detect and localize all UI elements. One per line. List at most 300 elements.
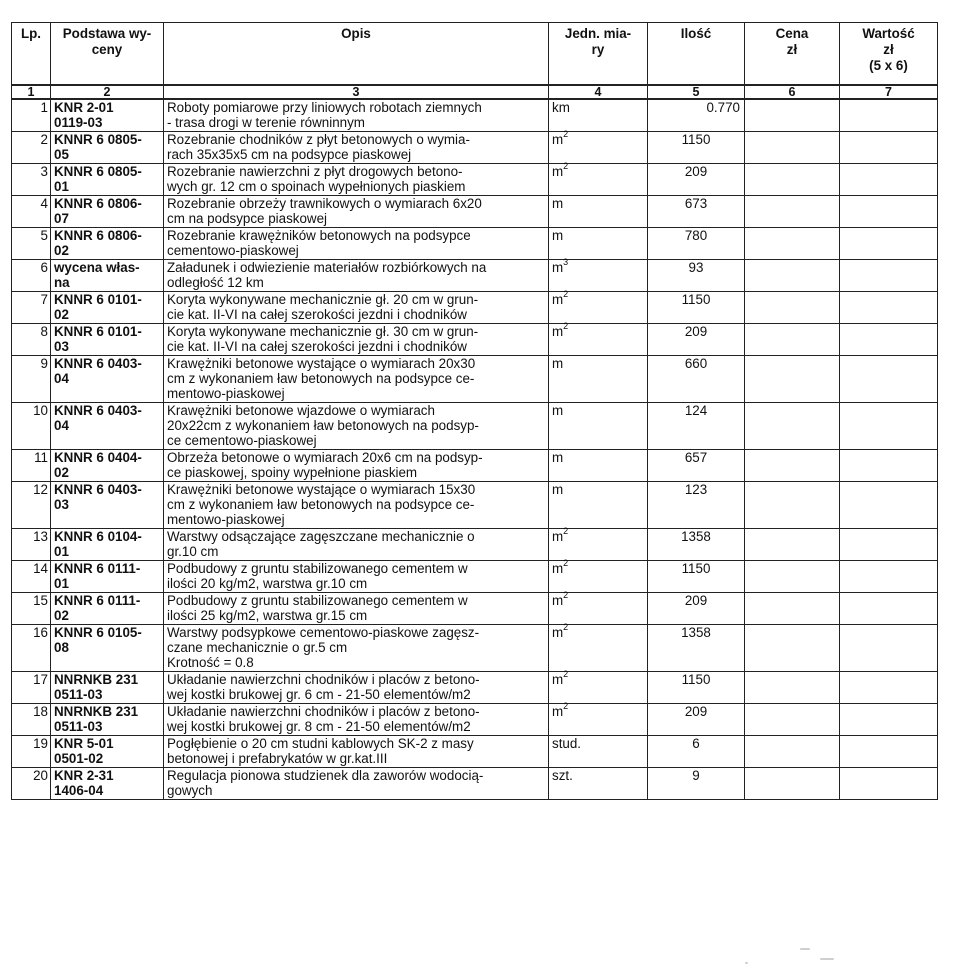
header-price xyxy=(745,23,840,86)
quantity: 1150 xyxy=(648,560,745,592)
description-line: cm na podsypce piaskowej xyxy=(167,210,328,226)
row-number: 3 xyxy=(12,163,51,195)
header-base-line2: ceny xyxy=(91,42,123,57)
cost-basis-line: KNNR 6 0111- xyxy=(54,560,141,576)
description xyxy=(164,624,549,671)
header-price-line1: Cena xyxy=(775,26,809,41)
quantity: 1358 xyxy=(648,528,745,560)
quantity: 673 xyxy=(648,195,745,227)
unit xyxy=(549,767,648,799)
value-cell xyxy=(840,671,938,703)
cost-basis-line: 08 xyxy=(54,639,69,655)
header-description xyxy=(164,23,549,86)
unit-exponent: 2 xyxy=(563,558,569,569)
cost-basis xyxy=(51,291,164,323)
unit-text: m xyxy=(552,703,564,719)
table-row xyxy=(12,592,938,624)
cost-basis-line: KNR 5-01 xyxy=(54,735,114,751)
price-cell xyxy=(745,323,840,355)
table-row xyxy=(12,767,938,799)
unit-exponent: 2 xyxy=(563,129,569,140)
cost-basis xyxy=(51,131,164,163)
unit xyxy=(549,449,648,481)
cost-basis xyxy=(51,592,164,624)
cost-basis-line: KNNR 6 0111- xyxy=(54,592,141,608)
price-cell xyxy=(745,767,840,799)
price-cell xyxy=(745,671,840,703)
price-cell xyxy=(745,291,840,323)
unit xyxy=(549,355,648,402)
table-row xyxy=(12,528,938,560)
description-line: - trasa drogi w terenie równinnym xyxy=(167,115,365,130)
description xyxy=(164,560,549,592)
table-row xyxy=(12,624,938,671)
quantity: 660 xyxy=(648,355,745,402)
cost-basis-line: 02 xyxy=(54,306,69,322)
price-cell xyxy=(745,259,840,291)
row-number: 12 xyxy=(12,481,51,528)
value-cell xyxy=(840,355,938,402)
header-price-line2: zł xyxy=(786,42,798,57)
cost-basis-line: wycena włas- xyxy=(54,259,140,275)
cost-basis xyxy=(51,624,164,671)
description xyxy=(164,131,549,163)
quantity: 0.770 xyxy=(648,99,745,131)
row-number: 14 xyxy=(12,560,51,592)
table-row xyxy=(12,259,938,291)
cost-basis-line: 01 xyxy=(54,575,69,591)
description xyxy=(164,355,549,402)
price-cell xyxy=(745,163,840,195)
table-row xyxy=(12,735,938,767)
price-cell xyxy=(745,195,840,227)
description-line: Rozebranie obrzeży trawnikowych o wymiarach 6x20 xyxy=(167,195,482,211)
unit-text: m xyxy=(552,402,564,418)
unit-text: stud. xyxy=(552,735,582,751)
cost-basis-line: 0511-03 xyxy=(54,686,103,702)
description xyxy=(164,528,549,560)
cost-basis-line: NNRNKB 231 xyxy=(54,703,139,719)
unit-text: m xyxy=(552,671,564,687)
table-row xyxy=(12,449,938,481)
unit-exponent: 2 xyxy=(563,590,569,601)
unit-text: szt. xyxy=(552,767,573,783)
description-line: Roboty pomiarowe przy liniowych robotach ziemnych xyxy=(167,100,482,115)
price-cell xyxy=(745,481,840,528)
cost-basis xyxy=(51,767,164,799)
cost-basis-line: 1406-04 xyxy=(54,782,104,798)
unit-text: km xyxy=(552,100,570,115)
unit-text: m xyxy=(552,163,564,179)
price-cell xyxy=(745,131,840,163)
description-line: Koryta wykonywane mechanicznie gł. 20 cm w grun- xyxy=(167,291,479,307)
description-line: mentowo-piaskowej xyxy=(167,511,285,527)
price-cell xyxy=(745,703,840,735)
cost-basis-line: na xyxy=(54,274,70,290)
unit-text: m xyxy=(552,592,564,608)
unit-exponent: 2 xyxy=(563,526,569,537)
unit xyxy=(549,195,648,227)
quantity: 1150 xyxy=(648,671,745,703)
cost-basis-line: 02 xyxy=(54,242,69,258)
cost-basis-line: KNNR 6 0805- xyxy=(54,163,142,179)
quantity: 93 xyxy=(648,259,745,291)
header-base-line1: Podstawa wy- xyxy=(62,26,152,41)
table-row xyxy=(12,323,938,355)
unit xyxy=(549,227,648,259)
price-cell xyxy=(745,355,840,402)
table-row xyxy=(12,703,938,735)
value-cell xyxy=(840,449,938,481)
cost-basis-line: KNNR 6 0104- xyxy=(54,528,142,544)
value-cell xyxy=(840,259,938,291)
unit-exponent: 2 xyxy=(563,622,569,633)
description-line: Warstwy odsączające zagęszczane mechanicznie o xyxy=(167,528,475,544)
description-line: cie kat. II-VI na całej szerokości jezdni i chodników xyxy=(167,306,467,322)
unit-text: m xyxy=(552,291,564,307)
header-row xyxy=(12,23,938,86)
cost-basis xyxy=(51,355,164,402)
unit xyxy=(549,323,648,355)
cost-basis-line: 0119-03 xyxy=(54,115,103,130)
header-unit xyxy=(549,23,648,86)
header-quantity xyxy=(648,23,745,86)
row-number: 8 xyxy=(12,323,51,355)
description-line: ilości 20 kg/m2, warstwa gr.10 cm xyxy=(167,575,368,591)
description xyxy=(164,703,549,735)
quantity: 780 xyxy=(648,227,745,259)
column-number: 4 xyxy=(549,85,648,99)
row-number: 19 xyxy=(12,735,51,767)
cost-basis xyxy=(51,528,164,560)
row-number: 6 xyxy=(12,259,51,291)
header-value-line3: (5 x 6) xyxy=(869,58,908,73)
description-line: betonowej i prefabrykatów w gr.kat.III xyxy=(167,750,388,766)
description xyxy=(164,195,549,227)
cost-basis-line: KNNR 6 0404- xyxy=(54,449,142,465)
cost-basis-line: KNNR 6 0806- xyxy=(54,195,142,211)
value-cell xyxy=(840,560,938,592)
unit xyxy=(549,560,648,592)
cost-basis-line: KNNR 6 0403- xyxy=(54,355,142,371)
unit-exponent: 2 xyxy=(563,669,569,680)
description-line: Podbudowy z gruntu stabilizowanego cementem w xyxy=(167,560,468,576)
description xyxy=(164,767,549,799)
value-cell xyxy=(840,767,938,799)
column-number-row xyxy=(12,85,938,99)
header-quantity-text: Ilość xyxy=(680,26,712,41)
header-unit-line2: ry xyxy=(591,42,605,57)
cost-basis xyxy=(51,449,164,481)
description-line: rach 35x35x5 cm na podsypce piaskowej xyxy=(167,146,412,162)
unit-text: m xyxy=(552,323,564,339)
description xyxy=(164,227,549,259)
row-number: 18 xyxy=(12,703,51,735)
header-lp-text: Lp. xyxy=(20,26,42,41)
cost-basis xyxy=(51,671,164,703)
description-line: Rozebranie nawierzchni z płyt drogowych betono- xyxy=(167,163,463,179)
quantity: 6 xyxy=(648,735,745,767)
cost-basis xyxy=(51,195,164,227)
row-number: 4 xyxy=(12,195,51,227)
unit xyxy=(549,592,648,624)
unit-exponent: 2 xyxy=(563,289,569,300)
unit-exponent: 2 xyxy=(563,161,569,172)
cost-basis-line: 02 xyxy=(54,607,69,623)
header-unit-line1: Jedn. mia- xyxy=(564,26,632,41)
quantity: 123 xyxy=(648,481,745,528)
unit-exponent: 2 xyxy=(563,701,569,712)
table-row xyxy=(12,291,938,323)
unit xyxy=(549,99,648,131)
value-cell xyxy=(840,163,938,195)
description xyxy=(164,592,549,624)
description-line: Warstwy podsypkowe cementowo-piaskowe zagęsz- xyxy=(167,624,480,640)
price-cell xyxy=(745,592,840,624)
unit xyxy=(549,481,648,528)
description-line: gowych xyxy=(167,782,213,798)
column-number: 2 xyxy=(51,85,164,99)
description-line: odległość 12 km xyxy=(167,274,264,290)
cost-basis xyxy=(51,560,164,592)
header-lp xyxy=(12,23,51,86)
value-cell xyxy=(840,227,938,259)
quantity: 209 xyxy=(648,163,745,195)
cost-basis xyxy=(51,481,164,528)
description-line: ce cementowo-piaskowej xyxy=(167,432,317,448)
row-number: 11 xyxy=(12,449,51,481)
quantity: 209 xyxy=(648,323,745,355)
description-line: wych gr. 12 cm o spoinach wypełnionych piaskiem xyxy=(167,178,466,194)
cost-basis-line: 0501-02 xyxy=(54,750,104,766)
price-cell xyxy=(745,449,840,481)
table-row xyxy=(12,163,938,195)
quantity: 657 xyxy=(648,449,745,481)
cost-basis-line: KNNR 6 0805- xyxy=(54,131,142,147)
cost-basis-line: KNNR 6 0806- xyxy=(54,227,142,243)
unit-text: m xyxy=(552,131,564,147)
cost-basis-line: 04 xyxy=(54,370,69,386)
description-line: czane mechanicznie o gr.5 cm xyxy=(167,639,348,655)
description xyxy=(164,449,549,481)
column-number: 6 xyxy=(745,85,840,99)
scan-speck xyxy=(745,962,748,964)
cost-basis-line: 01 xyxy=(54,178,69,194)
header-value-line1: Wartość xyxy=(862,26,915,41)
description-line: cie kat. II-VI na całej szerokości jezdni i chodników xyxy=(167,338,467,354)
row-number: 20 xyxy=(12,767,51,799)
quantity: 209 xyxy=(648,592,745,624)
quantity: 124 xyxy=(648,402,745,449)
unit xyxy=(549,131,648,163)
unit xyxy=(549,163,648,195)
price-cell xyxy=(745,227,840,259)
row-number: 17 xyxy=(12,671,51,703)
description-line: Rozebranie krawężników betonowych na podsypce xyxy=(167,227,471,243)
description-line: Układanie nawierzchni chodników i placów z betono- xyxy=(167,671,480,687)
value-cell xyxy=(840,402,938,449)
unit-exponent: 3 xyxy=(563,257,569,268)
unit-text: m xyxy=(552,528,564,544)
description xyxy=(164,402,549,449)
cost-basis-line: KNNR 6 0101- xyxy=(54,323,142,339)
value-cell xyxy=(840,592,938,624)
row-number: 13 xyxy=(12,528,51,560)
description xyxy=(164,735,549,767)
description-line: gr.10 cm xyxy=(167,543,219,559)
cost-basis-line: KNR 2-31 xyxy=(54,767,114,783)
value-cell xyxy=(840,195,938,227)
row-number: 7 xyxy=(12,291,51,323)
cost-basis xyxy=(51,99,164,131)
description-line: ilości 25 kg/m2, warstwa gr.15 cm xyxy=(167,607,368,623)
description-line: cm z wykonaniem ław betonowych na podsypce ce- xyxy=(167,496,475,512)
unit xyxy=(549,259,648,291)
price-cell xyxy=(745,528,840,560)
description-line: Krotność = 0.8 xyxy=(167,654,254,670)
table-row xyxy=(12,671,938,703)
price-cell xyxy=(745,402,840,449)
value-cell xyxy=(840,528,938,560)
table-row xyxy=(12,227,938,259)
unit-text: m xyxy=(552,355,564,371)
unit xyxy=(549,735,648,767)
row-number: 5 xyxy=(12,227,51,259)
value-cell xyxy=(840,624,938,671)
cost-basis xyxy=(51,227,164,259)
description-line: wej kostki brukowej gr. 8 cm - 21-50 elementów/m2 xyxy=(167,718,471,734)
value-cell xyxy=(840,99,938,131)
unit xyxy=(549,291,648,323)
unit xyxy=(549,671,648,703)
price-cell xyxy=(745,624,840,671)
row-number: 15 xyxy=(12,592,51,624)
unit-text: m xyxy=(552,624,564,640)
description xyxy=(164,163,549,195)
cost-basis-line: 07 xyxy=(54,210,69,226)
cost-basis-line: NNRNKB 231 xyxy=(54,671,139,687)
cost-basis xyxy=(51,735,164,767)
unit-text: m xyxy=(552,227,564,243)
unit xyxy=(549,703,648,735)
description-line: Krawężniki betonowe wjazdowe o wymiarach xyxy=(167,402,435,418)
table-row xyxy=(12,560,938,592)
table-row xyxy=(12,355,938,402)
column-number: 3 xyxy=(164,85,549,99)
unit-text: m xyxy=(552,259,564,275)
value-cell xyxy=(840,131,938,163)
row-number: 1 xyxy=(12,99,51,131)
description-line: Podbudowy z gruntu stabilizowanego cementem w xyxy=(167,592,468,608)
description-line: Załadunek i odwiezienie materiałów rozbiórkowych na xyxy=(167,259,487,275)
cost-basis xyxy=(51,703,164,735)
estimate-table xyxy=(11,22,938,800)
cost-basis-line: 03 xyxy=(54,496,69,512)
description-line: Krawężniki betonowe wystające o wymiarach 15x30 xyxy=(167,481,476,497)
unit-text: m xyxy=(552,481,564,497)
description xyxy=(164,99,549,131)
scan-speck xyxy=(800,948,810,950)
unit xyxy=(549,402,648,449)
header-base xyxy=(51,23,164,86)
description-line: wej kostki brukowej gr. 6 cm - 21-50 elementów/m2 xyxy=(167,686,471,702)
description-line: cementowo-piaskowej xyxy=(167,242,299,258)
cost-basis-line: KNNR 6 0403- xyxy=(54,481,142,497)
row-number: 2 xyxy=(12,131,51,163)
description-line: Układanie nawierzchni chodników i placów z betono- xyxy=(167,703,480,719)
cost-basis-line: KNR 2-01 xyxy=(54,100,114,115)
cost-basis-line: KNNR 6 0403- xyxy=(54,402,142,418)
cost-basis xyxy=(51,259,164,291)
header-value-line2: zł xyxy=(883,42,894,57)
price-cell xyxy=(745,735,840,767)
cost-basis-line: 01 xyxy=(54,543,69,559)
unit-text: m xyxy=(552,560,564,576)
description xyxy=(164,671,549,703)
quantity: 209 xyxy=(648,703,745,735)
description xyxy=(164,481,549,528)
quantity: 1150 xyxy=(648,131,745,163)
cost-basis-line: 05 xyxy=(54,146,69,162)
description xyxy=(164,291,549,323)
row-number: 16 xyxy=(12,624,51,671)
unit xyxy=(549,528,648,560)
column-number: 1 xyxy=(12,85,51,99)
description-line: ce piaskowej, spoiny wypełnione piaskiem xyxy=(167,464,418,480)
cost-basis-line: KNNR 6 0105- xyxy=(54,624,142,640)
value-cell xyxy=(840,735,938,767)
cost-basis-line: 04 xyxy=(54,417,69,433)
unit-text: m xyxy=(552,449,564,465)
row-number: 9 xyxy=(12,355,51,402)
row-number: 10 xyxy=(12,402,51,449)
unit-exponent: 2 xyxy=(563,321,569,332)
scan-speck xyxy=(820,958,834,960)
description-line: Obrzeża betonowe o wymiarach 20x6 cm na podsyp- xyxy=(167,449,483,465)
column-number: 7 xyxy=(840,85,938,99)
description-line: Krawężniki betonowe wystające o wymiarach 20x30 xyxy=(167,355,476,371)
price-cell xyxy=(745,99,840,131)
table-row xyxy=(12,402,938,449)
unit xyxy=(549,624,648,671)
cost-basis-line: 0511-03 xyxy=(54,718,103,734)
header-description-text: Opis xyxy=(341,26,371,41)
cost-basis xyxy=(51,163,164,195)
table-row xyxy=(12,131,938,163)
cost-basis-line: KNNR 6 0101- xyxy=(54,291,142,307)
header-value xyxy=(840,23,938,86)
description-line: Regulacja pionowa studzienek dla zaworów wodocią- xyxy=(167,767,484,783)
description-line: 20x22cm z wykonaniem ław betonowych na podsyp- xyxy=(167,417,479,433)
description-line: Koryta wykonywane mechanicznie gł. 30 cm w grun- xyxy=(167,323,479,339)
quantity: 1358 xyxy=(648,624,745,671)
table-row xyxy=(12,481,938,528)
value-cell xyxy=(840,323,938,355)
cost-basis xyxy=(51,402,164,449)
table-row xyxy=(12,99,938,131)
description-line: mentowo-piaskowej xyxy=(167,385,285,401)
unit-text: m xyxy=(552,195,564,211)
description xyxy=(164,259,549,291)
cost-basis-line: 03 xyxy=(54,338,69,354)
cost-basis xyxy=(51,323,164,355)
description-line: cm z wykonaniem ław betonowych na podsypce ce- xyxy=(167,370,475,386)
price-cell xyxy=(745,560,840,592)
quantity: 9 xyxy=(648,767,745,799)
table-row xyxy=(12,195,938,227)
description-line: Rozebranie chodników z płyt betonowych o wymia- xyxy=(167,131,470,147)
column-number: 5 xyxy=(648,85,745,99)
